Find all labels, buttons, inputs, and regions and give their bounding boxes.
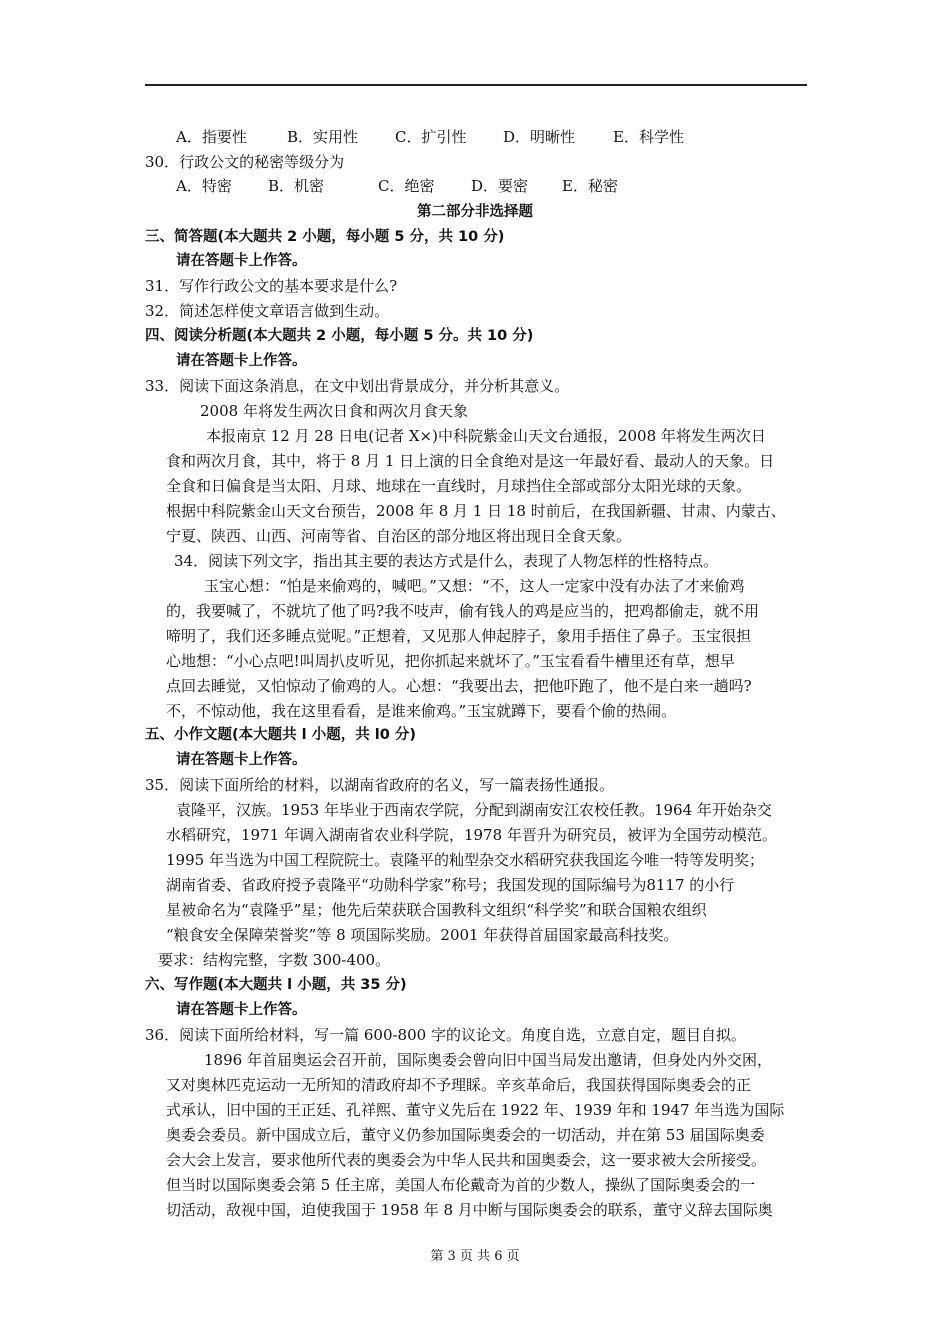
q34: 34．阅读下列文字，指出其主要的表达方式是什么，表现了人物怎样的性格特点。 [174,552,719,570]
sec6-heading: 六、写作题(本大题共 l 小题，共 35 分) [145,977,407,993]
sec5-heading: 五、小作文题(本大题共 l 小题，共 l0 分) [145,727,416,743]
material-line: 湖南省委、省政府授予袁隆平“功勋科学家”称号；我国发现的国际编号为8117 的小行 [166,876,735,894]
essay-material-line: 切活动，敌视中国，迫使我国于 1958 年 8 月中断与国际奥委会的联系，董守义辞去国际奥 [166,1201,773,1219]
q29-option-b: B．实用性 [287,128,359,146]
q29-option-c: C．扩引性 [395,128,467,146]
story-line: 点回去睡觉，又怕惊动了偷鸡的人。心想：“我要出去，把他吓跑了，他不是白来一趟吗? [166,677,752,695]
sec5-note: 请在答题卡上作答。 [176,752,307,768]
material-line: 水稻研究，1971 年调入湖南省农业科学院，1978 年晋升为研究员，被评为全国劳动模范。 [166,826,777,844]
q29-option-e: E．科学性 [613,128,684,146]
q31: 31．写作行政公文的基本要求是什么? [145,277,398,295]
news-line: 宁夏、陕西、山西、河南等省、自治区的部分地区将出现日全食天象。 [166,527,632,545]
q29-option-a: A．指要性 [176,128,247,146]
essay-material-line: 1896 年首届奥运会召开前，国际奥委会曾向旧中国当局发出邀请，但身处内外交困， [204,1051,772,1069]
page-footer: 第 3 页 共 6 页 [430,1249,520,1264]
q35: 35．阅读下面所给的材料，以湖南省政府的名义，写一篇表扬性通报。 [145,776,615,794]
material-line: 袁隆平，汉族。1953 年毕业于西南农学院，分配到湖南安江农校任教。1964 年开始杂交 [176,801,772,819]
material-line: 1995 年当选为中国工程院院士。袁隆平的籼型杂交水稻研究获我国迄今唯一特等发明奖； [166,851,764,869]
story-line: 玉宝心想：“怕是来偷鸡的，喊吧。”又想：“不，这人一定家中没有办法了才来偷鸡 [204,577,745,595]
essay-material-line: 式承认，旧中国的王正廷、孔祥熙、董守义先后在 1922 年、1939 年和 1947 年当选为国际 [166,1101,785,1119]
essay-material-line: 又对奥林匹克运动一无所知的清政府却不予理睬。辛亥革命后，我国获得国际奥委会的正 [166,1076,752,1094]
part2-title: 第二部分非选择题 [417,204,533,220]
material-line: 星被命名为“袁隆乎”星；他先后荣获联合国教科文组织“科学奖”和联合国粮农组织 [166,901,707,919]
story-line: 啼明了，我们还多睡点觉呢。”正想着，又见那人伸起脖子，象用手捂住了鼻子。玉宝很担 [166,627,752,645]
essay-material-line: 奥委会委员。新中国成立后，董守义仍参加国际奥委会的一切活动，并在第 53 届国际奥委 [166,1126,765,1144]
sec4-note: 请在答题卡上作答。 [176,353,307,369]
news-line: 食和两次月食，其中，将于 8 月 1 日上演的日全食绝对是这一年最好看、最动人的天象。日 [166,452,775,470]
sec3-note: 请在答题卡上作答。 [176,253,307,269]
material-line: “粮食安全保障荣誉奖”等 8 项国际奖励。2001 年获得首届国家最高科技奖。 [166,926,679,944]
sec6-note: 请在答题卡上作答。 [176,1002,307,1018]
q30-option-b: B．机密 [268,177,325,195]
news-line: 本报南京 12 月 28 日电(记者 X×)中科院紫金山天文台通报，2008 年将发生两次日 [206,427,766,445]
q30-option-e: E．秘密 [562,177,618,195]
story-line: 心地想：“小心点吧!叫周扒皮听见，把你抓起来就坏了。”玉宝看看牛槽里还有草，想早 [166,652,735,670]
q30-option-c: C．绝密 [378,177,435,195]
q29-option-d: D．明晰性 [503,128,576,146]
news-line: 全食和日偏食是当太阳、月球、地球在一直线时，月球挡住全部或部分太阳光球的天象。 [166,477,752,495]
essay-material-line: 会大会上发言，要求他所代表的奥委会为中华人民共和国奥委会，这一要求被大会所接受。 [166,1151,767,1169]
sec3-heading: 三、简答题(本大题共 2 小题，每小题 5 分，共 10 分) [145,229,505,245]
essay-material-line: 但当时以国际奥委会第 5 任主席，美国人布伦戴奇为首的少数人，操纵了国际奥委会的一 [166,1176,756,1194]
q32: 32．简述怎样使文章语言做到生动。 [145,302,390,320]
q30-option-d: D．要密 [471,177,529,195]
header-rule [145,84,807,86]
q33: 33．阅读下面这条消息，在文中划出背景成分，并分析其意义。 [145,377,570,395]
news-line: 根据中科院紫金山天文台预告，2008 年 8 月 1 日 18 时前后，在我国新疆、甘肃、内蒙古、 [166,502,786,520]
q30-option-a: A．特密 [176,177,232,195]
q30-stem: 30．行政公文的秘密等级分为 [145,153,345,171]
story-line: 的，我要喊了，不就坑了他了吗?我不吱声，偷有钱人的鸡是应当的，把鸡都偷走，就不用 [166,602,760,620]
sec4-heading: 四、阅读分析题(本大题共 2 小题，每小题 5 分。共 10 分) [145,328,534,344]
q36: 36．阅读下面所给材料，写一篇 600-800 字的议论文。角度自选，立意自定，题目自拟。 [145,1026,746,1044]
story-line: 不，不惊动他，我在这里看看，是谁来偷鸡。”玉宝就蹲下，要看个偷的热闹。 [166,702,677,720]
news-title: 2008 年将发生两次日食和两次月食天象 [200,402,468,420]
requirement: 要求：结构完整，字数 300-400。 [158,951,391,969]
